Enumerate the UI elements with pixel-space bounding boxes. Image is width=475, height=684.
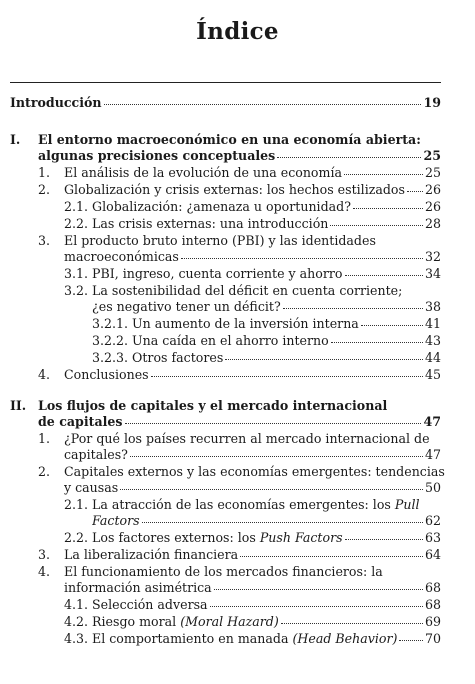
toc-entry-text: de capitales bbox=[38, 414, 123, 429]
toc-entry-text: Introducción bbox=[10, 95, 102, 110]
dot-leader bbox=[225, 359, 423, 360]
toc-entry-text: macroeconómicas bbox=[64, 249, 179, 264]
dot-leader bbox=[281, 623, 423, 624]
dot-leader bbox=[142, 522, 423, 523]
dot-leader bbox=[181, 258, 423, 259]
toc-entry-1-2-2[interactable] bbox=[64, 216, 441, 232]
page-number: 43 bbox=[424, 333, 441, 348]
page-title: Índice bbox=[196, 18, 279, 45]
dot-leader bbox=[331, 342, 423, 343]
toc-entry-1-3-2[interactable] bbox=[92, 299, 441, 315]
toc-entry-1-4[interactable] bbox=[64, 367, 441, 383]
chapter-2-title-line2[interactable] bbox=[38, 414, 441, 430]
toc-entry-text: 4.1. Selección adversa bbox=[64, 597, 208, 612]
page-number: 28 bbox=[424, 216, 441, 231]
dot-leader bbox=[407, 191, 423, 192]
toc-entry-2-2[interactable] bbox=[64, 480, 441, 496]
toc-entry-2-4-line1[interactable]: El funcionamiento de los mercados financieros: la bbox=[64, 564, 383, 579]
toc-entry-1-3-2-2[interactable] bbox=[92, 333, 441, 349]
section-number: 3. bbox=[38, 547, 51, 562]
dot-leader bbox=[214, 589, 423, 590]
dot-leader bbox=[277, 157, 421, 158]
toc-entry-1-3-2-3[interactable] bbox=[92, 350, 441, 366]
toc-entry-2-1[interactable] bbox=[64, 447, 441, 463]
toc-entry-emphasis: Push Factors bbox=[259, 530, 343, 545]
page-number: 62 bbox=[424, 513, 441, 528]
toc-entry-text: algunas precisiones conceptuales bbox=[38, 148, 276, 163]
toc-entry-1-2[interactable] bbox=[64, 182, 441, 198]
dot-leader bbox=[151, 376, 423, 377]
page-number: 68 bbox=[424, 597, 441, 612]
page-number: 45 bbox=[424, 367, 441, 382]
chapter-2-title-line1[interactable]: Los flujos de capitales y el mercado internacional bbox=[38, 398, 388, 413]
toc-entry-prefix: 4.2. Riesgo moral bbox=[64, 614, 181, 629]
toc-entry-text: 3.1. PBI, ingreso, cuenta corriente y ahorro bbox=[64, 266, 343, 281]
toc-entry-text: 3.2.1. Un aumento de la inversión interna bbox=[92, 316, 359, 331]
page-number: 47 bbox=[424, 447, 441, 462]
toc-entry-emphasis: Pull bbox=[394, 497, 420, 512]
chapter-1-title-line2[interactable] bbox=[38, 148, 441, 164]
toc-entry-2-2-2[interactable] bbox=[64, 530, 441, 546]
toc-entry-2-3[interactable] bbox=[64, 547, 441, 563]
toc-entry-text: La liberalización financiera bbox=[64, 547, 239, 562]
page-number: 41 bbox=[424, 316, 441, 331]
toc-entry-text: ¿es negativo tener un déficit? bbox=[92, 299, 281, 314]
toc-entry-2-4-1[interactable] bbox=[64, 597, 441, 613]
toc-entry-text: 2.2. Las crisis externas: una introducción bbox=[64, 216, 329, 231]
page-number: 47 bbox=[423, 414, 441, 429]
section-number: 2. bbox=[38, 182, 51, 197]
toc-entry-emphasis: (Moral Hazard) bbox=[180, 614, 279, 629]
section-number: 4. bbox=[38, 367, 51, 382]
page-number: 50 bbox=[424, 480, 441, 495]
toc-entry-1-3-line1[interactable]: El producto bruto interno (PBI) y las identidades bbox=[64, 233, 376, 248]
toc-entry-text: 3.2.3. Otros factores bbox=[92, 350, 224, 365]
chapter-1-number: I. bbox=[10, 132, 21, 147]
toc-entry-2-1-line1[interactable]: ¿Por qué los países recurren al mercado internacional de bbox=[64, 431, 430, 446]
page-number: 38 bbox=[424, 299, 441, 314]
toc-entry-2-4[interactable] bbox=[64, 580, 441, 596]
dot-leader bbox=[345, 275, 423, 276]
page-number: 68 bbox=[424, 580, 441, 595]
page-number: 64 bbox=[424, 547, 441, 562]
dot-leader bbox=[125, 423, 422, 424]
toc-entry-1-1[interactable] bbox=[64, 165, 441, 181]
page-number: 25 bbox=[424, 165, 441, 180]
toc-entry-text: y causas bbox=[64, 480, 119, 495]
toc-entry-1-2-1[interactable] bbox=[64, 199, 441, 215]
chapter-2-number: II. bbox=[10, 398, 27, 413]
toc-entry-1-3[interactable] bbox=[64, 249, 441, 265]
toc-entry-text: capitales? bbox=[64, 447, 128, 462]
toc-entry-2-2-1[interactable] bbox=[92, 513, 441, 529]
toc-entry-emphasis: Factors bbox=[92, 513, 140, 528]
toc-entry-text: 3.2.2. Una caída en el ahorro interno bbox=[92, 333, 329, 348]
toc-entry-text bbox=[64, 530, 343, 546]
page-number: 34 bbox=[424, 266, 441, 281]
page-number: 63 bbox=[424, 530, 441, 545]
page-number: 25 bbox=[423, 148, 441, 163]
dot-leader bbox=[345, 539, 423, 540]
section-number: 3. bbox=[38, 233, 51, 248]
toc-entry-text: 2.1. La atracción de las economías emergentes: los bbox=[64, 497, 395, 512]
page-number: 32 bbox=[424, 249, 441, 264]
page-number: 26 bbox=[424, 182, 441, 197]
toc-entry-text: 2.1. Globalización: ¿amenaza u oportunidad? bbox=[64, 199, 351, 214]
section-number: 4. bbox=[38, 564, 51, 579]
toc-entry-emphasis: (Head Behavior) bbox=[292, 631, 398, 646]
section-number: 1. bbox=[38, 431, 51, 446]
dot-leader bbox=[130, 456, 423, 457]
toc-entry-text: Conclusiones bbox=[64, 367, 149, 382]
toc-entry-text bbox=[64, 631, 397, 647]
toc-entry-1-3-2-line1[interactable]: 3.2. La sostenibilidad del déficit en cuenta corriente; bbox=[64, 283, 403, 298]
toc-entry-introduccion[interactable] bbox=[10, 95, 441, 111]
toc-entry-1-3-2-1[interactable] bbox=[92, 316, 441, 332]
toc-entry-2-4-2[interactable] bbox=[64, 614, 441, 630]
toc-entry-text: El análisis de la evolución de una economía bbox=[64, 165, 342, 180]
dot-leader bbox=[120, 489, 423, 490]
chapter-1-title-line1[interactable]: El entorno macroeconómico en una economía abierta: bbox=[38, 132, 421, 147]
dot-leader bbox=[344, 174, 423, 175]
dot-leader bbox=[240, 556, 423, 557]
toc-entry-prefix: 4.3. El comportamiento en manada bbox=[64, 631, 293, 646]
page-number: 26 bbox=[424, 199, 441, 214]
dot-leader bbox=[399, 640, 423, 641]
dot-leader bbox=[330, 225, 423, 226]
dot-leader bbox=[353, 208, 423, 209]
dot-leader bbox=[283, 308, 423, 309]
title-rule bbox=[10, 82, 441, 83]
section-number: 1. bbox=[38, 165, 51, 180]
toc-entry-prefix: 2.2. Los factores externos: los bbox=[64, 530, 260, 545]
section-number: 2. bbox=[38, 464, 51, 479]
toc-entry-2-4-3[interactable] bbox=[64, 631, 441, 647]
toc-entry-text: Globalización y crisis externas: los hechos estilizados bbox=[64, 182, 405, 197]
toc-entry-2-2-1-line1[interactable] bbox=[64, 497, 420, 513]
page-number: 19 bbox=[423, 95, 441, 110]
toc-entry-1-3-1[interactable] bbox=[64, 266, 441, 282]
page-number: 70 bbox=[424, 631, 441, 646]
dot-leader bbox=[104, 104, 422, 105]
page-number: 44 bbox=[424, 350, 441, 365]
dot-leader bbox=[361, 325, 423, 326]
toc-entry-2-2-line1[interactable]: Capitales externos y las economías emergentes: tendencias bbox=[64, 464, 445, 479]
toc-entry-text bbox=[64, 614, 279, 630]
dot-leader bbox=[210, 606, 423, 607]
toc-entry-text: información asimétrica bbox=[64, 580, 212, 595]
page-number: 69 bbox=[424, 614, 441, 629]
